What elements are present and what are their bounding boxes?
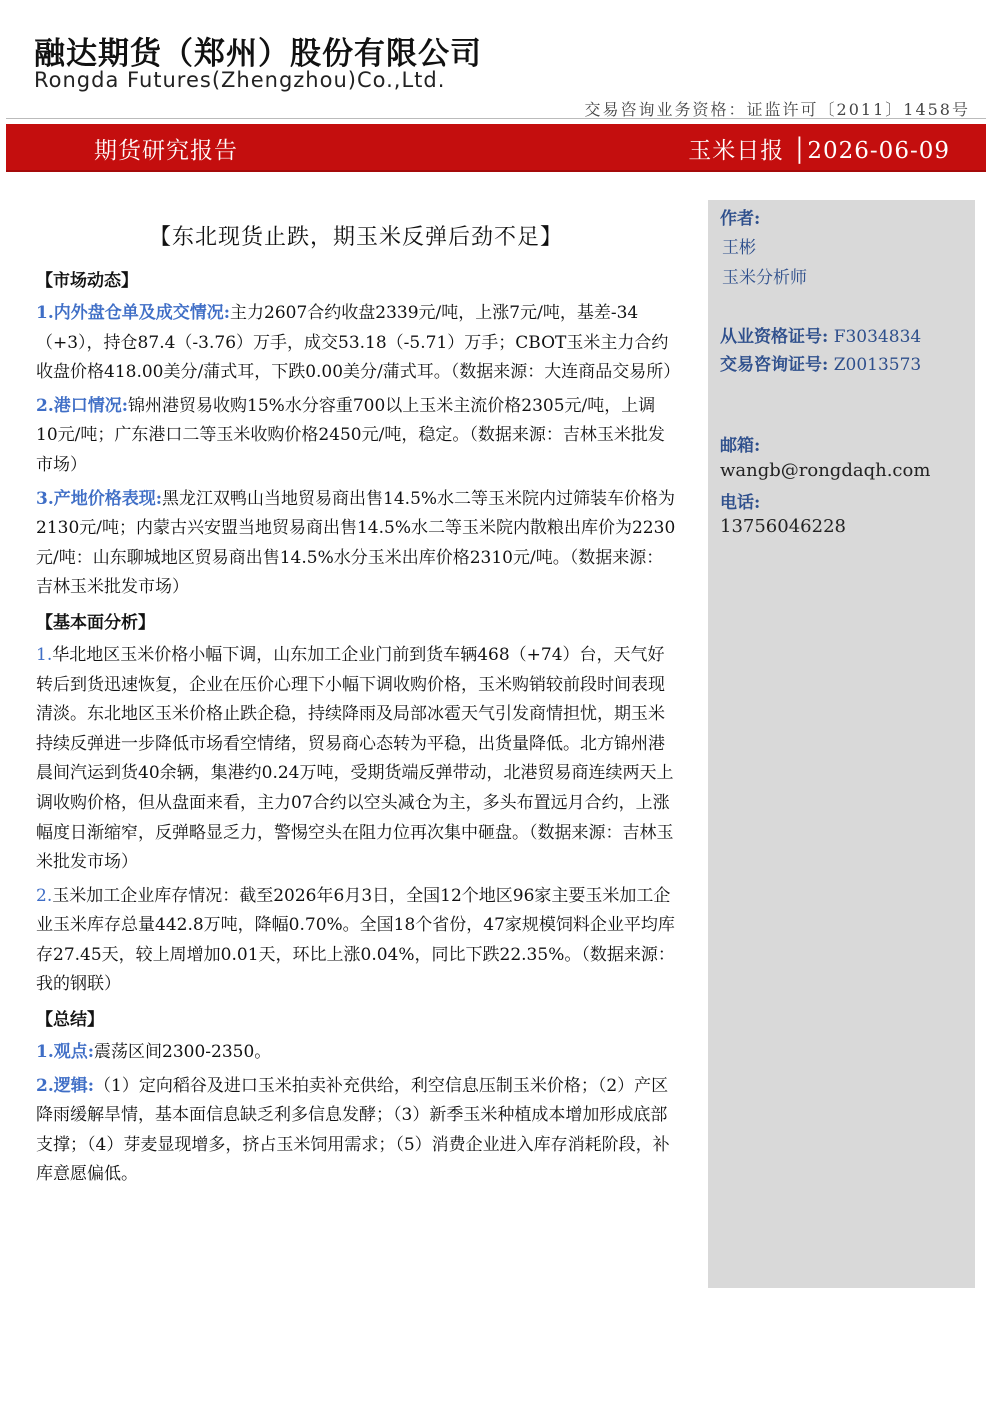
fundamentals-item xyxy=(36,641,676,878)
summary-item-text: 震荡区间2300-2350。 xyxy=(94,1042,272,1063)
company-name-en: Rongda Futures(Zhengzhou)Co.,Ltd. xyxy=(34,68,446,92)
fundamentals-item xyxy=(36,882,676,1000)
author-name: 王彬 xyxy=(722,238,756,258)
market-item-label: 1.内外盘仓单及成交情况: xyxy=(36,303,231,323)
section-heading-market: 【市场动态】 xyxy=(36,271,138,291)
report-name-date: 玉米日报 │2026-06-09 xyxy=(688,138,950,164)
report-banner xyxy=(6,124,986,172)
fundamentals-item-text: 华北地区玉米价格小幅下调，山东加工企业门前到货车辆468（+74）台，天气好转后到货迅速恢复，企业在压价心理下小幅下调收购价格，玉米购销较前段时间表现清淡。东北地区玉米价格止跌企稳，持续降雨及局部冰雹天气引发商情担忧，期玉米持续反弹进一步降低市场看空情绪，贸易商心态转为平稳，出货量降低。北方锦州港晨间汽运到货40余辆，集港约0.24万吨，受期货端反弹带动，北港贸易商连续两天上调收购价格，但从盘面来看，主力07合约以空头减仓为主，多头布置远月合约，上涨幅度日渐缩窄，反弹略显乏力，警惕空头在阻力位再次集中砸盘。（数据来源：吉林玉米批发市场） xyxy=(36,644,674,873)
author-sidebar xyxy=(708,200,975,1288)
consult-line xyxy=(720,350,921,375)
market-item-label: 3.产地价格表现: xyxy=(36,488,163,509)
consult-label: 交易咨询证号: xyxy=(720,355,829,375)
fundamentals-item-text: 玉米加工企业库存情况：截至2026年6月3日，全国12个地区96家主要玉米加工企业玉米库存总量442.8万吨，降幅0.70%。全国18个省份，47家规模饲料企业平均库存27.45天，较上周增加0.01天，环比上涨0.04%，同比下跌22.35%。（数据来源：我的钢联） xyxy=(36,885,675,995)
phone-label: 电话: xyxy=(720,493,761,513)
report-type: 期货研究报告 xyxy=(94,138,238,164)
summary-item xyxy=(36,1072,676,1190)
market-item xyxy=(36,485,676,603)
company-name-cn: 融达期货（郑州）股份有限公司 xyxy=(34,36,482,72)
summary-item-text: （1）定向稻谷及进口玉米拍卖补充供给，利空信息压制玉米价格；（2）产区降雨缓解旱情，基本面信息缺乏利多信息发酵；（3）新季玉米种植成本增加形成底部支撑；（4）芽麦显现增多，挤占玉米饲用需求；（5）消费企业进入库存消耗阶段，补库意愿偏低。 xyxy=(36,1075,670,1185)
header-divider xyxy=(6,118,986,119)
phone-value: 13756046228 xyxy=(720,516,846,537)
report-body xyxy=(36,216,681,1194)
summary-item-label: 2.逻辑: xyxy=(36,1075,95,1096)
summary-item-label: 1.观点: xyxy=(36,1042,95,1063)
qualification-label: 从业资格证号: xyxy=(720,327,829,347)
email-value[interactable]: wangb@rongdaqh.com xyxy=(720,460,931,481)
market-item-text: 黑龙江双鸭山当地贸易商出售14.5%水二等玉米院内过筛装车价格为2130元/吨；内蒙古兴安盟当地贸易商出售14.5%水二等玉米院内散粮出库价为2230元/吨：山东聊城地区贸易商出售14.5%水分玉米出库价格2310元/吨。（数据来源：吉林玉米批发市场） xyxy=(36,488,676,598)
author-label: 作者: xyxy=(720,209,761,229)
fundamentals-item-number: 2. xyxy=(36,885,53,906)
qualification-line xyxy=(720,322,921,347)
market-item-text: 锦州港贸易收购15%水分容重700以上玉米主流价格2305元/吨，上调10元/吨；广东港口二等玉米收购价格2450元/吨，稳定。（数据来源：吉林玉米批发市场） xyxy=(36,395,665,475)
report-title: 【东北现货止跌，期玉米反弹后劲不足】 xyxy=(148,225,563,250)
market-item-text: 主力2607合约收盘2339元/吨，上涨7元/吨，基差-34（+3），持仓87.4（-3.76）万手，成交53.18（-5.71）万手；CBOT玉米主力合约收盘价格418.00美分/蒲式耳，下跌0.00美分/蒲式耳。（数据来源：大连商品交易所） xyxy=(36,303,681,383)
consult-value: Z0013573 xyxy=(833,355,922,375)
section-heading-summary: 【总结】 xyxy=(36,1010,104,1031)
author-title: 玉米分析师 xyxy=(722,268,807,288)
market-item xyxy=(36,392,676,481)
fundamentals-item-number: 1. xyxy=(36,644,53,665)
email-label: 邮箱: xyxy=(720,436,761,456)
qualification-value: F3034834 xyxy=(833,327,922,347)
summary-item xyxy=(36,1038,676,1068)
market-item-label: 2.港口情况: xyxy=(36,395,129,416)
market-item xyxy=(36,299,681,388)
license-text: 交易咨询业务资格：证监许可〔2011〕1458号 xyxy=(584,100,970,119)
section-heading-fundamentals: 【基本面分析】 xyxy=(36,612,155,633)
